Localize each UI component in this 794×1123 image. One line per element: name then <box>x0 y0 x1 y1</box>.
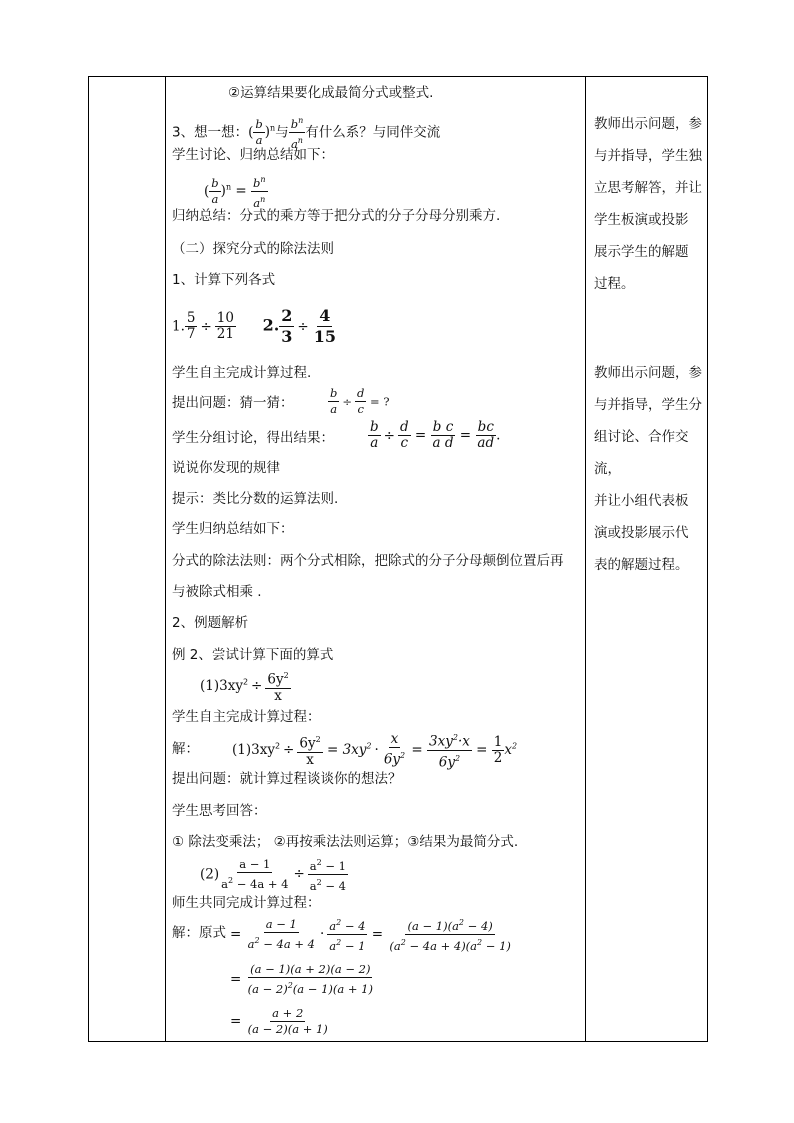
text-line: 例 2、尝试计算下面的算式 <box>172 647 334 663</box>
formula: (2) $\frac{a - 1}{a^2 - 4a + 4}$ ÷ $\frac{a^2 - 1}{a^2 - 4}$ <box>200 856 346 893</box>
text-line: 解：原式 <box>172 925 226 941</box>
text-line: 学生思考回答： <box>172 803 267 819</box>
text-line: 分式的除法法则：两个分式相除，把除式的分子分母颠倒位置后再 <box>172 553 564 569</box>
text-line: 提出问题：就计算过程谈谈你的想法？ <box>172 771 402 787</box>
text-line: ① 除法变乘法； ②再按乘法法则运算；③结果为最简分式. <box>172 834 519 850</box>
text-line: 学生自主完成计算过程： <box>172 709 321 725</box>
text-line: 归纳总结：分式的乘方等于把分式的分子分母分别乘方. <box>172 208 501 224</box>
text-line: 提示：类比分数的运算法则. <box>172 491 339 507</box>
text-line: ②运算结果要化成最简分式或整式. <box>228 85 434 101</box>
text-line: 说说你发现的规律 <box>172 460 280 476</box>
formula: $(1)3xy^2$ ÷ $\frac{6y^2}{x}$ = $3xy^2$ · $\frac{x}{6y^2}$ = $\frac{3xy^2\cdot x}{6y^2}$ = $\frac{1}{2}$ $x^2$ <box>232 731 518 770</box>
formula: $\frac{b}{a}$ ÷ $\frac{d}{c}$ = $\frac{\text{b c}}{\text{a d}}$ = $\frac{bc}{ad}$ . <box>370 419 501 451</box>
text-line: 学生归纳总结如下： <box>172 521 294 537</box>
column-divider <box>165 77 166 1041</box>
text-line: 2、例题解析 <box>172 615 249 631</box>
formula: = $\frac{(a - 1)(a + 2)(a - 2)}{(a - 2)^2(a - 1)(a + 1)}$ <box>230 962 373 996</box>
formula: $\frac{b}{a}$ ÷ $\frac{d}{c}$ = ? <box>330 386 390 416</box>
formula: 1. $\frac{5}{7}$ ÷ $\frac{10}{21}$ 2. $\frac{2}{3}$ ÷ $\frac{4}{15}$ <box>172 306 336 346</box>
teacher-note-1: 教师出示问题，参 与并指导，学生独 立思考解答，并让 学生板演或投影 展示学生的解题 过程。 <box>594 116 702 292</box>
teacher-note-2: 教师出示问题，参 与并指导，学生分 组讨论、合作交流， 并让小组代表板 演或投影展示代 表的解题过程。 <box>594 365 702 573</box>
formula: ( $\frac{b}{a}$ )$^n$ = $\frac{b^n}{a^n}$ <box>204 172 268 211</box>
text-line: 学生分组讨论，得出结果： <box>172 430 334 446</box>
text-line: 学生自主完成计算过程. <box>172 365 312 381</box>
formula: = $\frac{a - 1}{a^2 - 4a + 4}$ · $\frac{a^2 - 4}{a^2 - 1}$ = $\frac{(a - 1)(a^2 - 4)}{(a^2 - 4a + 4)(a^2 - 1)}$ <box>230 916 511 953</box>
text-line: 解： <box>172 741 199 757</box>
text-line: 与被除式相乘 . <box>172 584 262 600</box>
text-line: 学生讨论、归纳总结如下： <box>172 147 334 163</box>
formula: $(1)3xy^2$ ÷ $\frac{6y^2}{x}$ <box>200 668 291 704</box>
text-line: 师生共同完成计算过程： <box>172 895 321 911</box>
formula: = $\frac{a + 2}{(a - 2)(a + 1)}$ <box>230 1006 328 1036</box>
text-line: 提出问题：猜一猜： <box>172 395 294 411</box>
column-divider <box>585 77 586 1041</box>
text-line: 3、想一想：( $\frac{b}{a}$ )$^n$与 $\frac{b^n}{a^n}$ 有什么系？与同伴交流 <box>172 113 440 152</box>
text-line: 1、计算下列各式 <box>172 272 276 288</box>
section-heading: （二）探究分式的除法法则 <box>172 241 334 257</box>
